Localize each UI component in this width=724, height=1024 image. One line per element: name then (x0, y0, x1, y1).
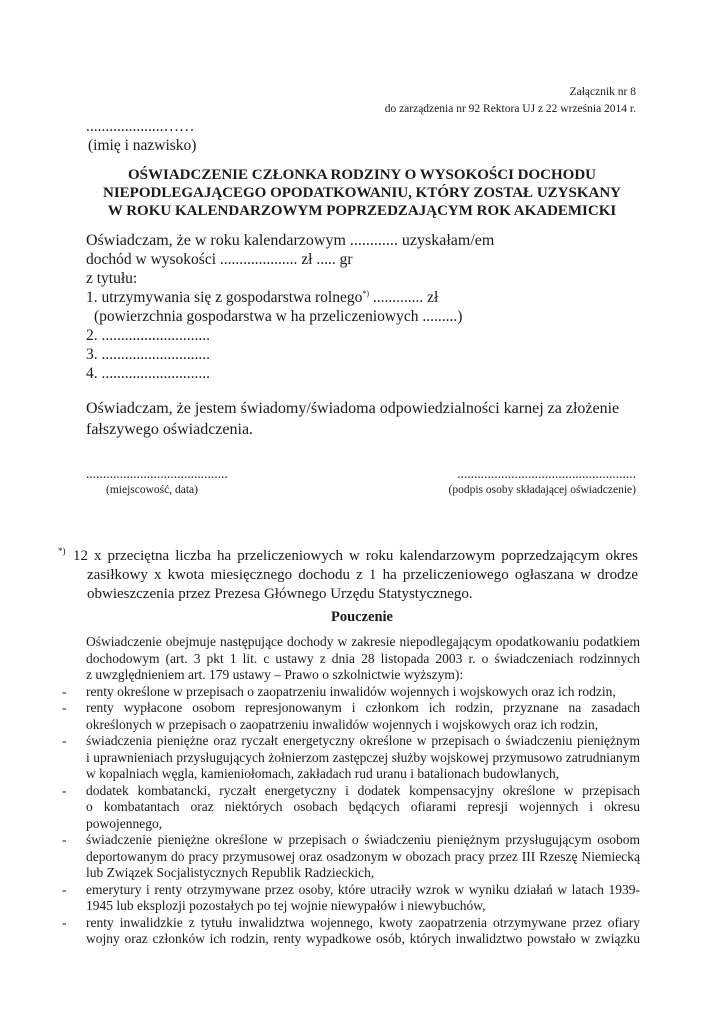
document-title (60, 166, 664, 220)
list-item-line: świadczenie pieniężne określone w przepisach o świadczeniu pieniężnym przysługującym osobom (86, 832, 640, 847)
declaration-item-2: 2. ............................ (86, 327, 210, 344)
item-1-area: (powierzchnia gospodarstwa w ha przeliczeniowych .........) (94, 308, 463, 325)
title-line-1: OŚWIADCZENIE CZŁONKA RODZINY O WYSOKOŚCI DOCHODU (128, 167, 596, 183)
item-1-text: 1. utrzymywania się z gospodarstwa rolnego (86, 289, 363, 306)
list-item-line: określonych w przepisach o zaopatrzeniu inwalidów wojennych i wojskowych oraz ich rodzin, (86, 716, 599, 732)
liability-line-2: fałszywego oświadczenia. (86, 421, 254, 438)
intro-line-3: z uwzględnieniem art. 179 ustawy – Prawo o szkolnictwie wyższym): (86, 667, 464, 682)
instruction-heading: Pouczenie (330, 609, 393, 625)
list-item-line: dodatek kombatancki, ryczałt energetyczny i dodatek kompensacyjny określone w przepisach (86, 782, 640, 798)
place-date-signature (86, 466, 228, 498)
list-item-line: powojennego, (86, 815, 163, 831)
list-item-line: 1945 lub eksplozji pozostałych po tej wojnie niewypałów i niewybuchów, (86, 898, 486, 913)
place-date-dots: .......................................... (86, 466, 228, 481)
footnote-mark: *) (58, 546, 66, 556)
signer-label: (podpis osoby składającej oświadczenie) (448, 484, 636, 496)
liability-line-1: Oświadczam, że jestem świadomy/świadoma odpowiedzialności karnej za złożenie (86, 400, 620, 417)
declaration-item-1 (86, 288, 494, 307)
list-item (60, 783, 640, 833)
attachment-number: Załącznik nr 8 (569, 86, 636, 98)
list-item-line: lub Związek Socjalistycznych Republik Radzieckich, (86, 865, 375, 880)
liability-statement (86, 398, 619, 440)
list-item (60, 882, 640, 915)
declaration-line-1: Oświadczam, że w roku kalendarzowym ............ uzyskałam/em (86, 232, 495, 249)
title-line-2: NIEPODLEGAJĄCEGO OPODATKOWANIU, KTÓRY ZOSTAŁ UZYSKANY (102, 185, 621, 201)
signer-dots: ..................................................... (457, 466, 636, 481)
bullet-dash: - (62, 881, 67, 897)
declaration-item-3: 3. ............................ (86, 346, 210, 363)
intro-line-2: dochodowym (art. 3 pkt 1 lit. c ustawy z dnia 28 listopada 2003 r. o świadczeniach rodzinnych (86, 650, 640, 666)
list-item (60, 733, 640, 783)
list-item-line: w kopalniach węgla, kamieniołomach, zakładach rud uranu i batalionach budowlanych, (86, 766, 560, 781)
list-item (60, 915, 640, 948)
list-item-line: renty inwalidzkie z tytułu inwalidztwa wojennego, kwoty zaopatrzenia otrzymywane przez ofiary (86, 914, 640, 930)
declaration-line-3: z tytułu: (86, 270, 138, 287)
name-field (86, 117, 196, 155)
title-line-3: W ROKU KALENDARZOWYM POPRZEDZAJĄCYM ROK AKADEMICKI (107, 203, 617, 219)
bullet-dash: - (62, 700, 67, 715)
bullet-dash: - (62, 683, 67, 699)
footnote-marker: *) (362, 288, 370, 298)
list-item-line: renty wypłacone osobom represjonowanym i członkom ich rodzin, przyznane na zasadach (86, 700, 640, 715)
item-1-amount: ............. zł (369, 289, 439, 306)
list-item-line: deportowanym do pracy przymusowej oraz osadzonym w obozach pracy przez III Rzeszę Niemiecką (86, 848, 640, 864)
list-item (60, 684, 640, 701)
footnote-line-2: zasiłkowy x kwota miesięcznego dochodu z 1 ha przeliczeniowego ogłaszana w drodze (87, 567, 638, 583)
instruction-body (60, 634, 640, 948)
instruction-intro (60, 634, 640, 684)
attachment-reference: do zarządzenia nr 92 Rektora UJ z 22 września 2014 r. (384, 103, 636, 115)
list-item-line: o kombatantach oraz niektórych osobach będących ofiarami represji wojennych i okresu (86, 799, 640, 814)
bullet-dash: - (62, 733, 67, 748)
attachment-header (385, 84, 636, 118)
place-date-label: (miejscowość, data) (106, 484, 198, 496)
list-item-line: renty określone w przepisach o zaopatrzeniu inwalidów wojennych i wojskowych oraz ich rodzin, (86, 683, 616, 699)
declaration-item-4: 4. ............................ (86, 365, 210, 382)
list-item-line: wojny oraz członków ich rodzin, renty wypadkowe osób, których inwalidztwo powstało w związku (86, 931, 640, 946)
list-item-line: emerytury i renty otrzymywane przez osoby, które utraciły wzrok w wyniku działań w latach 1939- (86, 881, 640, 897)
list-item-line: i uprawnieniach przysługujących żołnierzom zastępczej służby wojskowej przymusowo zatrudnianym (86, 749, 640, 765)
bullet-dash: - (62, 782, 67, 798)
income-declaration (86, 231, 494, 383)
list-item-line: świadczenia pieniężne oraz ryczałt energetyczny określone w przepisach o świadczeniu pieniężnym (86, 733, 640, 748)
bullet-dash: - (62, 914, 67, 930)
name-dots: ....................…… (86, 118, 195, 135)
intro-line-1: Oświadczenie obejmuje następujące dochody w zakresie niepodlegającym opodatkowaniu podatkiem (86, 634, 640, 649)
footnote-line-1: 12 x przeciętna liczba ha przeliczeniowych w roku kalendarzowym poprzedzającym okres (73, 548, 638, 564)
footnote-text (73, 547, 638, 604)
bullet-dash: - (62, 832, 67, 847)
footnote-line-3: obwieszczenia przez Prezesa Głównego Urzędu Statystycznego. (87, 586, 473, 602)
signer-signature (449, 466, 636, 498)
list-item (60, 700, 640, 733)
list-item (60, 832, 640, 882)
declaration-line-2: dochód w wysokości .................... zł ..... gr (86, 251, 353, 268)
name-label: (imię i nazwisko) (88, 137, 197, 154)
